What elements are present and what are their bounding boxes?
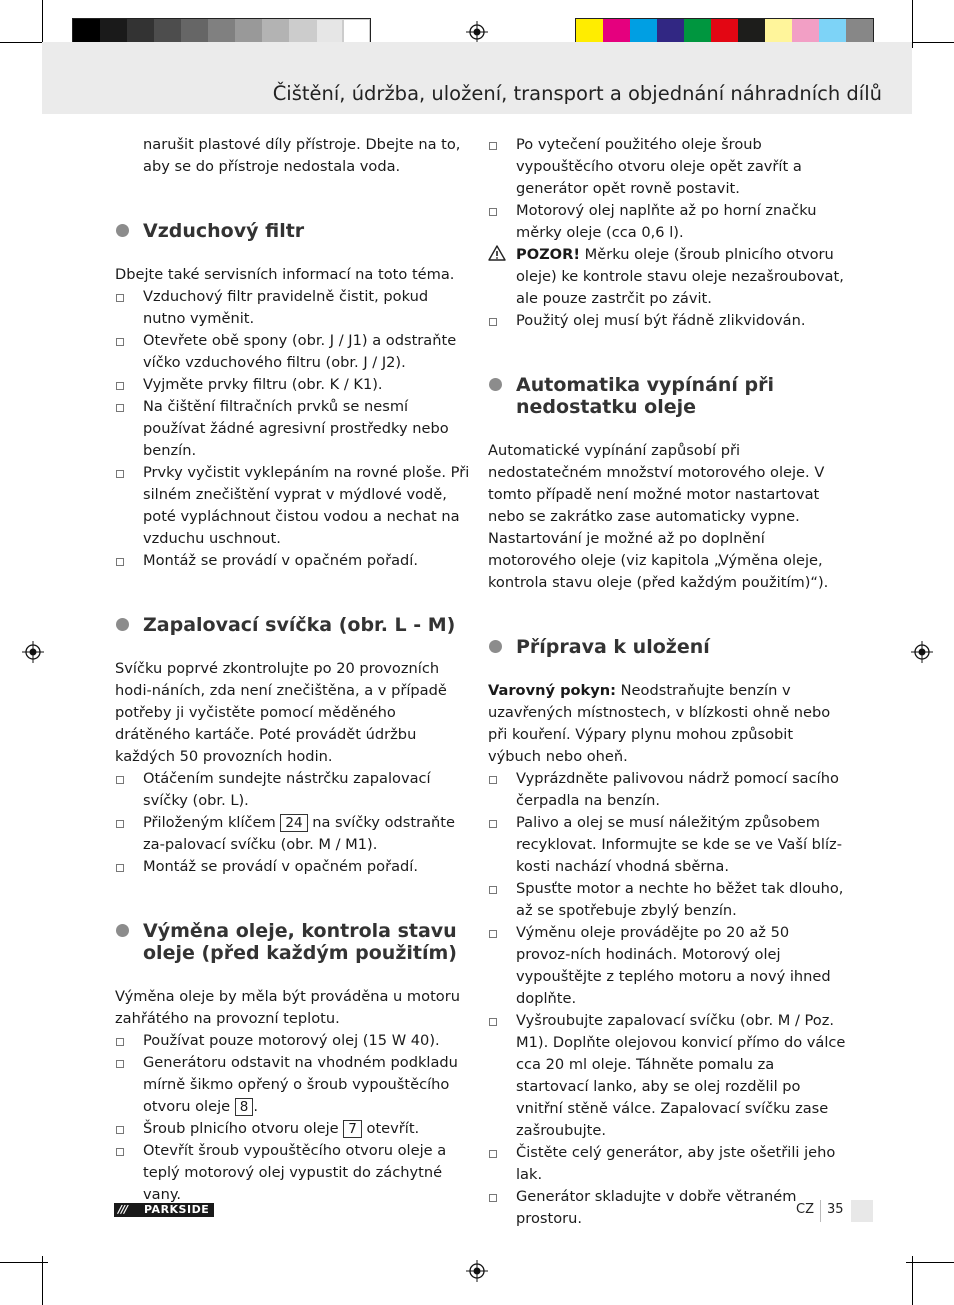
checkbox-bullet-icon (489, 886, 497, 894)
checkbox-bullet-icon (116, 558, 124, 566)
part-number-badge: 8 (235, 1098, 254, 1116)
list-item: Montáž se provádí v opačném pořadí. (115, 550, 475, 572)
heading-bullet-icon (489, 640, 502, 653)
part-number-badge: 7 (343, 1120, 362, 1138)
crosshair-registration-icon (466, 1260, 488, 1282)
checkbox-bullet-icon (489, 318, 497, 326)
section-heading-spark-plug: Zapalovací svíčka (obr. L - M) (115, 614, 475, 636)
crop-mark (42, 0, 43, 48)
left-column (115, 134, 475, 1206)
list-item: Otevřete obě spony (obr. J / J1) a odstraňte víčko vzduchového filtru (obr. J / J2). (115, 330, 475, 374)
list-item: Vyprázdněte palivovou nádrž pomocí sacího čerpadla na benzín. (488, 768, 848, 812)
list-item: Výměnu oleje provádějte po 20 až 50 provoz-ních hodinách. Motorový olej vypouštějte z teplého motoru a nový ihned doplňte. (488, 922, 848, 1010)
bullet-list (488, 134, 848, 244)
bullet-list (488, 768, 848, 1230)
crosshair-registration-icon (466, 21, 488, 43)
crop-mark (0, 1262, 48, 1263)
list-item: Přiloženým klíčem 24 na svíčky odstraňte za-palovací svíčku (obr. M / M1). (115, 812, 475, 856)
list-item: Generátoru odstavit na vhodném podkladu mírně šikmo opřený o šroub vypouštěcího otvoru oleje 8 . (115, 1052, 475, 1118)
section-heading-auto-shutoff: Automatika vypínání při nedostatku oleje (488, 374, 848, 418)
checkbox-bullet-icon (116, 470, 124, 478)
section-heading-oil-change: Výměna oleje, kontrola stavu oleje (před každým použitím) (115, 920, 475, 964)
list-item: Generátor skladujte v dobře větraném prostoru. (488, 1186, 848, 1230)
crop-mark (0, 42, 48, 43)
checkbox-bullet-icon (489, 1018, 497, 1026)
crop-mark (906, 1262, 954, 1263)
intro-paragraph: narušit plastové díly přístroje. Dbejte na to, aby se do přístroje nedostala voda. (143, 136, 461, 175)
list-item: Na čištění filtračních prvků se nesmí používat žádné agresivní prostředky nebo benzín. (115, 396, 475, 462)
body-paragraph: Dbejte také servisních informací na toto téma. (115, 266, 455, 283)
checkbox-bullet-icon (489, 776, 497, 784)
list-item: Vyjměte prvky filtru (obr. K / K1). (115, 374, 475, 396)
checkbox-bullet-icon (116, 294, 124, 302)
footer-tab (851, 1200, 873, 1222)
parkside-logo: /// PARKSIDE (114, 1203, 214, 1217)
list-item: Čistěte celý generátor, aby jste ošetřili jeho lak. (488, 1142, 848, 1186)
list-item: Spusťte motor a nechte ho běžet tak dlouho, až se spotřebuje zbylý benzín. (488, 878, 848, 922)
list-item: Prvky vyčistit vyklepáním na rovné ploše. Při silném znečištění vyprat v mýdlové vodě, poté vypláchnout čistou vodou a nechat na vzduchu uschnout. (115, 462, 475, 550)
checkbox-bullet-icon (489, 820, 497, 828)
crop-mark (906, 42, 954, 43)
crop-mark (912, 0, 913, 48)
crosshair-registration-icon (911, 641, 933, 663)
list-item: Montáž se provádí v opačném pořadí. (115, 856, 475, 878)
list-item: Palivo a olej se musí náležitým způsobem recyklovat. Informujte se kde se ve Vaší blíz-kosti nachází vhodná sběrna. (488, 812, 848, 878)
list-item: Vyšroubujte zapalovací svíčku (obr. M / Poz. M1). Doplňte olejovou konvicí přímo do válce cca 20 ml oleje. Táhněte pomalu za startovací lanko, aby se olej rozdělil po vnitřní stěně válce. Zapalovací svíčku zase zašroubujte. (488, 1010, 848, 1142)
language-code: CZ (796, 1202, 814, 1217)
page-number: 35 (827, 1202, 844, 1217)
section-heading-storage: Příprava k uložení (488, 636, 848, 658)
checkbox-bullet-icon (489, 142, 497, 150)
checkbox-bullet-icon (116, 338, 124, 346)
checkbox-bullet-icon (116, 1148, 124, 1156)
checkbox-bullet-icon (116, 1126, 124, 1134)
heading-bullet-icon (116, 618, 129, 631)
crop-mark (912, 1256, 913, 1305)
list-item: Motorový olej naplňte až po horní značku měrky oleje (cca 0,6 l). (488, 200, 848, 244)
checkbox-bullet-icon (116, 1038, 124, 1046)
list-item: Použitý olej musí být řádně zlikvidován. (488, 310, 848, 332)
warning-triangle-icon (488, 245, 506, 261)
checkbox-bullet-icon (116, 404, 124, 412)
right-column (488, 134, 848, 1230)
bullet-list (115, 286, 475, 572)
checkbox-bullet-icon (116, 382, 124, 390)
checkbox-bullet-icon (489, 1150, 497, 1158)
checkbox-bullet-icon (116, 1060, 124, 1068)
list-item: Po vytečení použitého oleje šroub vypouštěcího otvoru oleje opět zavřít a generátor opět rovně postavit. (488, 134, 848, 200)
checkbox-bullet-icon (489, 1194, 497, 1202)
warning-paragraph: Varovný pokyn: Neodstraňujte benzín v uzavřených místnostech, v blízkosti ohně nebo při kouření. Výpary plynu mohou způsobit výbuch nebo oheň. (488, 682, 831, 765)
checkbox-bullet-icon (116, 864, 124, 872)
list-item: Šroub plnicího otvoru oleje 7 otevřít. (115, 1118, 475, 1140)
checkbox-bullet-icon (489, 208, 497, 216)
checkbox-bullet-icon (116, 776, 124, 784)
crop-mark (42, 1256, 43, 1305)
heading-bullet-icon (489, 378, 502, 391)
warning-item: POZOR! Měrku oleje (šroub plnicího otvoru oleje) ke kontrole stavu oleje nezašroubovat, ale pouze zastrčit po závit. (488, 244, 848, 310)
body-paragraph: Automatické vypínání zapůsobí při nedostatečném množství motorového oleje. V tomto případě není možné motor nastartovat nebo se zakrátko zase automaticky vypne. Nastartování je možné až po doplnění motorového oleje (viz kapitola „Výměna oleje, kontrola stavu oleje (před každým použitím)“). (488, 442, 829, 591)
section-heading-air-filter: Vzduchový filtr (115, 220, 475, 242)
list-item: Používat pouze motorový olej (15 W 40). (115, 1030, 475, 1052)
checkbox-bullet-icon (116, 820, 124, 828)
part-number-badge: 24 (280, 814, 307, 832)
list-item: Vzduchový filtr pravidelně čistit, pokud nutno vyměnit. (115, 286, 475, 330)
body-paragraph: Svíčku poprvé zkontrolujte po 20 provozních hodi-náních, zda není znečištěna, a v případě potřeby ji vyčistěte pomocí měděného drátěného kartáče. Poté provádět údržbu každých 50 provozních hodin. (115, 660, 447, 765)
page-title: Čištění, údržba, uložení, transport a objednání náhradních dílů (272, 82, 882, 105)
crosshair-registration-icon (22, 641, 44, 663)
heading-bullet-icon (116, 224, 129, 237)
list-item: Otáčením sundejte nástrčku zapalovací svíčky (obr. L). (115, 768, 475, 812)
body-paragraph: Výměna oleje by měla být prováděna u motoru zahřátého na provozní teplotu. (115, 988, 460, 1027)
footer-divider (820, 1200, 821, 1222)
heading-bullet-icon (116, 924, 129, 937)
checkbox-bullet-icon (489, 930, 497, 938)
list-item: Otevřít šroub vypouštěcího otvoru oleje a teplý motorový olej vypustit do záchytné vany. (115, 1140, 475, 1206)
